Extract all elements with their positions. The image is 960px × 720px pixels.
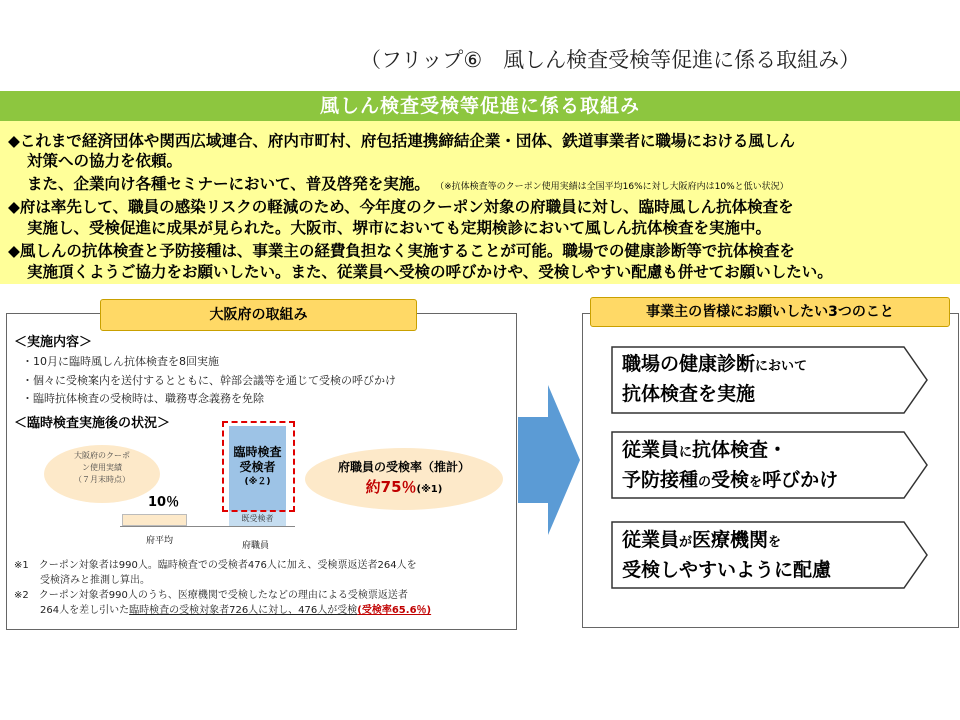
bullet-2-line-2: 実施し、受検促進に成果が見られた。大阪市、堺市においても定期検診において風しん抗体検査を実施中。 [27,219,772,237]
osaka-initiatives-header: 大阪府の取組み [100,299,417,331]
staff-label: 府職員 [242,541,270,551]
footnote-2-rate: (受検率65.6％) [357,605,432,616]
footnote-2-underlined: 臨時検査の受検対象者726人に対し、476人が受検 [129,605,358,616]
request-2-small: に [679,445,693,460]
request-3-bold: 医療機関 [692,529,769,551]
chart-baseline [120,526,295,527]
request-2-bold: 呼びかけ [762,469,839,491]
prefecture-average-value: 10％ [148,495,180,510]
request-1-line-1 [622,351,807,380]
prefecture-average-label: 府平均 [146,536,174,546]
request-3-small: を [768,535,782,550]
bar-text-line: 受検者 [239,460,276,474]
already-tested-segment: 既受検者 [229,511,286,526]
footnote-2-line-1: ※2 クーポン対象者990人のうち、医療機関で受検したなどの理由による受検票返送者 [14,590,408,601]
implementation-item: ・個々に受検案内を送付するとともに、幹部会議等を通じて受検の呼びかけ [22,374,396,387]
request-2-bold: 抗体検査・ [692,439,788,461]
bullet-3-line-2: 実施頂くようご協力をお願いしたい。また、従業員へ受検の呼びかけや、受検しやすい配慮も併せてお願いしたい。 [27,263,833,281]
request-2-bold: 予防接種 [622,469,699,491]
request-2-bold: 従業員 [622,439,680,461]
highlight-dashed-box [222,421,295,512]
bullet-1-line-3-text: また、企業向け各種セミナーにおいて、普及啓発を実施。 [27,175,430,193]
request-3-line-2: 受検しやすいように配慮 [622,559,832,581]
request-3-line-1 [622,527,781,556]
test-rate-number: 約75％ [365,478,417,496]
request-2-line-2 [622,467,838,496]
footnote-2-line-2 [40,601,431,616]
oval-text-line: 大阪府のクーポ [74,451,130,460]
bullet-1-line-2: 対策への協力を依頼。 [27,152,183,170]
oval-text-line: ン使用実績 [82,463,122,472]
bullet-3-line-1: ◆風しんの抗体検査と予防接種は、事業主の経費負担なく実施することが可能。職場での健康診断等で抗体検査を [8,242,795,260]
request-3-small: が [679,535,693,550]
request-2-small: を [749,475,763,490]
footnote-1-line-1: ※1 クーポン対象者は990人。臨時検査での受検者476人に加え、受検票返送者264人を [14,560,417,571]
prefecture-average-bar [122,514,187,526]
request-1-small: において [755,359,808,374]
bullet-2-line-1: ◆府は率先して、職員の感染リスクの軽減のため、今年度のクーポン対象の府職員に対し、臨時風しん抗体検査を [8,198,794,216]
employer-requests-header: 事業主の皆様にお願いしたい3つのこと [590,297,950,327]
bar-text-line: 臨時検査 [233,445,282,459]
coupon-usage-oval [44,445,160,503]
request-2-bold: 受検 [711,469,750,491]
test-rate-note: (※1) [416,484,443,495]
footnote-1-line-2: 受検済みと推測し算出。 [40,575,150,586]
request-1-bold: 職場の健康診断 [622,353,756,375]
test-rate-title: 府職員の受検率（推計） [337,460,470,474]
test-rate-value [305,476,503,497]
flip-title: （フリップ⑥ 風しん検査受検等促進に係る取組み） [360,48,861,72]
request-3-bold: 従業員 [622,529,680,551]
request-1-line-2: 抗体検査を実施 [622,383,756,405]
summary-box [0,121,960,284]
bullet-1-line-1: ◆これまで経済団体や関西広域連合、府内市町村、府包括連携締結企業・団体、鉄道事業者に職場における風しん [8,132,795,150]
staff-test-rate-oval [305,448,503,510]
oval-text-line: （７月末時点） [74,475,130,484]
footnote-2-part: 264人を差し引いた [40,605,130,616]
bar-text-line: (※２) [244,477,271,487]
request-2-small: の [698,475,712,490]
right-arrow-icon [518,385,580,535]
banner-title: 風しん検査受検等促進に係る取組み [0,91,960,121]
request-2-line-1 [622,437,787,466]
status-heading: ＜臨時検査実施後の状況＞ [14,416,171,431]
implementation-item: ・10月に臨時風しん抗体検査を8回実施 [22,355,219,368]
bullet-1-line-3 [27,174,789,197]
implementation-item: ・臨時抗体検査の受検時は、職務専念義務を免除 [22,392,264,405]
coupon-usage-note: （※抗体検査等のクーポン使用実績は全国平均16%に対し大阪府内は10%と低い状況） [435,182,789,192]
implementation-heading: ＜実施内容＞ [14,335,93,350]
